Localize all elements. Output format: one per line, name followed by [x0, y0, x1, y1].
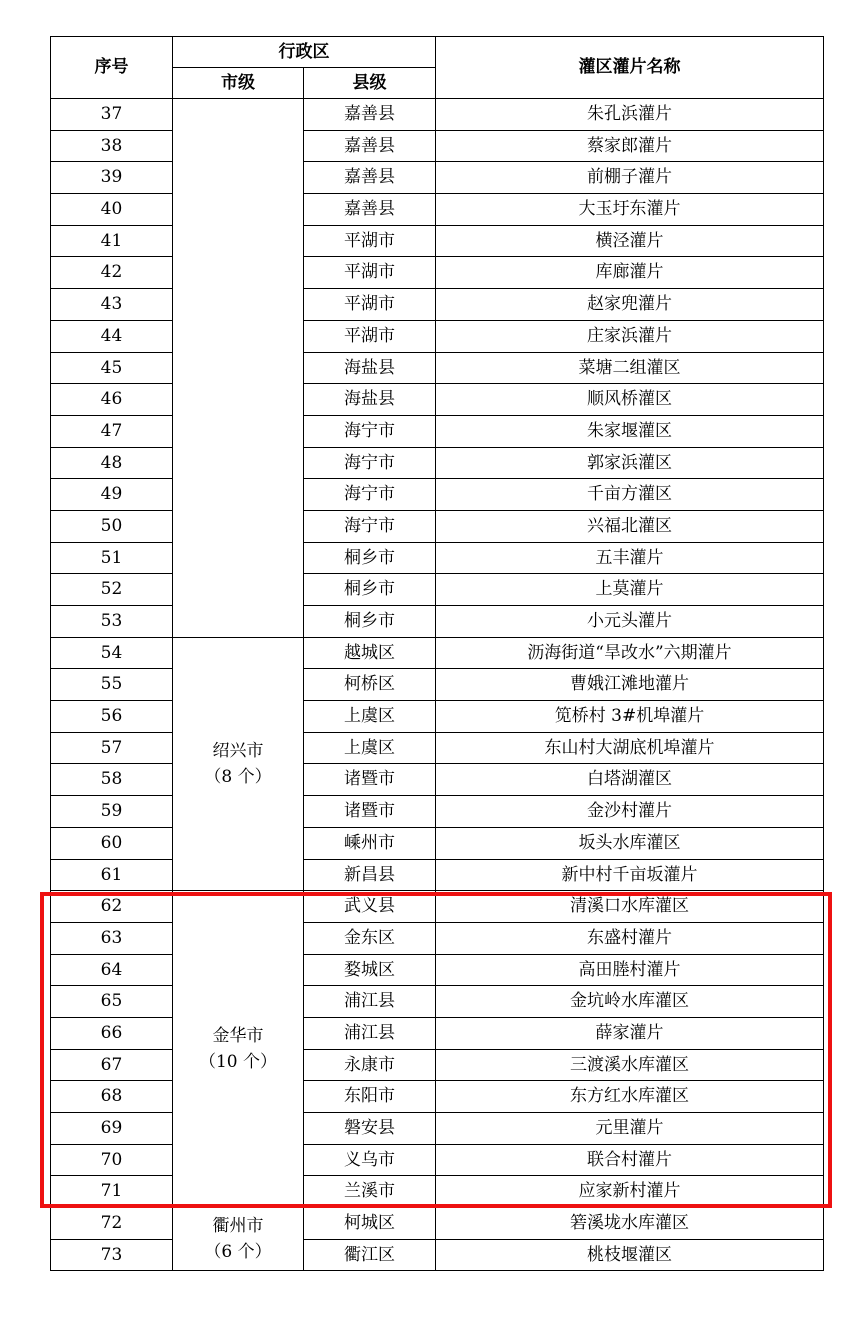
table-row — [51, 859, 824, 891]
county-cell: 武义县 — [304, 891, 436, 923]
table-row — [51, 1144, 824, 1176]
county-cell: 浦江县 — [304, 1017, 436, 1049]
county-cell: 海盐县 — [304, 384, 436, 416]
row-number: 53 — [51, 606, 173, 638]
header-county-level: 县级 — [304, 68, 436, 99]
county-cell: 嘉善县 — [304, 99, 436, 131]
row-number: 39 — [51, 162, 173, 194]
row-number: 62 — [51, 891, 173, 923]
city-count: （6 个） — [204, 1242, 272, 1263]
irrigation-name-cell: 大玉圩东灌片 — [436, 194, 824, 226]
county-cell: 东阳市 — [304, 1081, 436, 1113]
irrigation-name-cell: 曹娥江滩地灌片 — [436, 669, 824, 701]
irrigation-name-cell: 朱家堰灌区 — [436, 415, 824, 447]
table-row — [51, 542, 824, 574]
county-cell: 桐乡市 — [304, 542, 436, 574]
row-number: 37 — [51, 99, 173, 131]
county-cell: 越城区 — [304, 637, 436, 669]
row-number: 70 — [51, 1144, 173, 1176]
irrigation-name-cell: 清溪口水库灌区 — [436, 891, 824, 923]
row-number: 57 — [51, 732, 173, 764]
header-seq: 序号 — [51, 37, 173, 99]
irrigation-name-cell: 五丰灌片 — [436, 542, 824, 574]
irrigation-name-cell: 顺风桥灌区 — [436, 384, 824, 416]
irrigation-area-table — [50, 36, 824, 1271]
irrigation-name-cell: 郭家浜灌区 — [436, 447, 824, 479]
table-row — [51, 1113, 824, 1145]
city-cell — [173, 1208, 304, 1271]
irrigation-name-cell: 金坑岭水库灌区 — [436, 986, 824, 1018]
county-cell: 金东区 — [304, 922, 436, 954]
city-name: 金华市 — [212, 1026, 264, 1047]
irrigation-name-cell: 箬溪垅水库灌区 — [436, 1208, 824, 1240]
table-row — [51, 479, 824, 511]
county-cell: 婺城区 — [304, 954, 436, 986]
county-cell: 海盐县 — [304, 352, 436, 384]
row-number: 55 — [51, 669, 173, 701]
table-row — [51, 1017, 824, 1049]
irrigation-name-cell: 应家新村灌片 — [436, 1176, 824, 1208]
table-row — [51, 1176, 824, 1208]
header-city-level: 市级 — [173, 68, 304, 99]
row-number: 51 — [51, 542, 173, 574]
irrigation-name-cell: 沥海街道“旱改水”六期灌片 — [436, 637, 824, 669]
county-cell: 海宁市 — [304, 415, 436, 447]
row-number: 50 — [51, 510, 173, 542]
irrigation-name-cell: 东山村大湖底机埠灌片 — [436, 732, 824, 764]
county-cell: 新昌县 — [304, 859, 436, 891]
county-cell: 永康市 — [304, 1049, 436, 1081]
table-row — [51, 130, 824, 162]
row-number: 47 — [51, 415, 173, 447]
irrigation-name-cell: 兴福北灌区 — [436, 510, 824, 542]
table-row — [51, 637, 824, 669]
county-cell: 浦江县 — [304, 986, 436, 1018]
row-number: 44 — [51, 320, 173, 352]
county-cell: 衢江区 — [304, 1239, 436, 1271]
row-number: 42 — [51, 257, 173, 289]
county-cell: 桐乡市 — [304, 574, 436, 606]
table-row — [51, 257, 824, 289]
city-cell — [173, 637, 304, 891]
irrigation-name-cell: 薛家灌片 — [436, 1017, 824, 1049]
row-number: 63 — [51, 922, 173, 954]
county-cell: 嵊州市 — [304, 827, 436, 859]
city-count: （8 个） — [204, 766, 272, 787]
row-number: 38 — [51, 130, 173, 162]
table-row — [51, 510, 824, 542]
table-row — [51, 1208, 824, 1240]
irrigation-name-cell: 新中村千亩坂灌片 — [436, 859, 824, 891]
table-row — [51, 320, 824, 352]
irrigation-name-cell: 元里灌片 — [436, 1113, 824, 1145]
irrigation-name-cell: 赵家兜灌片 — [436, 289, 824, 321]
county-cell: 嘉善县 — [304, 194, 436, 226]
table-row — [51, 796, 824, 828]
irrigation-name-cell: 金沙村灌片 — [436, 796, 824, 828]
row-number: 67 — [51, 1049, 173, 1081]
county-cell: 柯城区 — [304, 1208, 436, 1240]
row-number: 40 — [51, 194, 173, 226]
irrigation-name-cell: 庄家浜灌片 — [436, 320, 824, 352]
county-cell: 诸暨市 — [304, 764, 436, 796]
row-number: 52 — [51, 574, 173, 606]
county-cell: 磐安县 — [304, 1113, 436, 1145]
table-header — [51, 37, 824, 99]
table-row — [51, 986, 824, 1018]
county-cell: 桐乡市 — [304, 606, 436, 638]
irrigation-name-cell: 横泾灌片 — [436, 225, 824, 257]
row-number: 43 — [51, 289, 173, 321]
irrigation-name-cell: 小元头灌片 — [436, 606, 824, 638]
irrigation-name-cell: 上莫灌片 — [436, 574, 824, 606]
city-cell — [173, 99, 304, 638]
row-number: 68 — [51, 1081, 173, 1113]
irrigation-name-cell: 朱孔浜灌片 — [436, 99, 824, 131]
irrigation-name-cell: 坂头水库灌区 — [436, 827, 824, 859]
county-cell: 上虞区 — [304, 701, 436, 733]
table-row — [51, 606, 824, 638]
row-number: 58 — [51, 764, 173, 796]
irrigation-name-cell: 三渡溪水库灌区 — [436, 1049, 824, 1081]
row-number: 72 — [51, 1208, 173, 1240]
table-row — [51, 1239, 824, 1271]
header-name: 灌区灌片名称 — [436, 37, 824, 99]
county-cell: 平湖市 — [304, 257, 436, 289]
table-row — [51, 1081, 824, 1113]
table-row — [51, 99, 824, 131]
county-cell: 平湖市 — [304, 320, 436, 352]
table-row — [51, 1049, 824, 1081]
city-count: （10 个） — [198, 1052, 278, 1073]
table-row — [51, 289, 824, 321]
table-row — [51, 732, 824, 764]
county-cell: 海宁市 — [304, 510, 436, 542]
county-cell: 兰溪市 — [304, 1176, 436, 1208]
irrigation-name-cell: 东方红水库灌区 — [436, 1081, 824, 1113]
table-row — [51, 764, 824, 796]
city-name: 衢州市 — [212, 1216, 264, 1237]
table-row — [51, 225, 824, 257]
table-row — [51, 194, 824, 226]
row-number: 45 — [51, 352, 173, 384]
row-number: 59 — [51, 796, 173, 828]
county-cell: 嘉善县 — [304, 130, 436, 162]
county-cell: 诸暨市 — [304, 796, 436, 828]
irrigation-name-cell: 笕桥村 3#机埠灌片 — [436, 701, 824, 733]
city-cell — [173, 891, 304, 1208]
irrigation-name-cell: 联合村灌片 — [436, 1144, 824, 1176]
row-number: 61 — [51, 859, 173, 891]
table-row — [51, 415, 824, 447]
table-row — [51, 891, 824, 923]
row-number: 66 — [51, 1017, 173, 1049]
row-number: 71 — [51, 1176, 173, 1208]
row-number: 54 — [51, 637, 173, 669]
irrigation-name-cell: 东盛村灌片 — [436, 922, 824, 954]
table-row — [51, 447, 824, 479]
table-row — [51, 162, 824, 194]
row-number: 48 — [51, 447, 173, 479]
irrigation-name-cell: 千亩方灌区 — [436, 479, 824, 511]
county-cell: 海宁市 — [304, 479, 436, 511]
table-row — [51, 701, 824, 733]
table-row — [51, 827, 824, 859]
county-cell: 义乌市 — [304, 1144, 436, 1176]
table-row — [51, 352, 824, 384]
row-number: 65 — [51, 986, 173, 1018]
irrigation-name-cell: 桃枝堰灌区 — [436, 1239, 824, 1271]
irrigation-name-cell: 菜塘二组灌区 — [436, 352, 824, 384]
table-row — [51, 669, 824, 701]
county-cell: 平湖市 — [304, 225, 436, 257]
irrigation-name-cell: 白塔湖灌区 — [436, 764, 824, 796]
row-number: 60 — [51, 827, 173, 859]
table-row — [51, 384, 824, 416]
county-cell: 平湖市 — [304, 289, 436, 321]
irrigation-name-cell: 蔡家郎灌片 — [436, 130, 824, 162]
row-number: 64 — [51, 954, 173, 986]
table-body — [51, 99, 824, 1271]
row-number: 69 — [51, 1113, 173, 1145]
table-row — [51, 574, 824, 606]
table-row — [51, 922, 824, 954]
county-cell: 海宁市 — [304, 447, 436, 479]
county-cell: 柯桥区 — [304, 669, 436, 701]
row-number: 46 — [51, 384, 173, 416]
row-number: 73 — [51, 1239, 173, 1271]
irrigation-name-cell: 前棚子灌片 — [436, 162, 824, 194]
city-name: 绍兴市 — [212, 740, 264, 761]
row-number: 41 — [51, 225, 173, 257]
irrigation-name-cell: 库廊灌片 — [436, 257, 824, 289]
header-admin: 行政区 — [173, 37, 436, 68]
row-number: 49 — [51, 479, 173, 511]
county-cell: 上虞区 — [304, 732, 436, 764]
irrigation-name-cell: 高田塍村灌片 — [436, 954, 824, 986]
row-number: 56 — [51, 701, 173, 733]
table-row — [51, 954, 824, 986]
county-cell: 嘉善县 — [304, 162, 436, 194]
